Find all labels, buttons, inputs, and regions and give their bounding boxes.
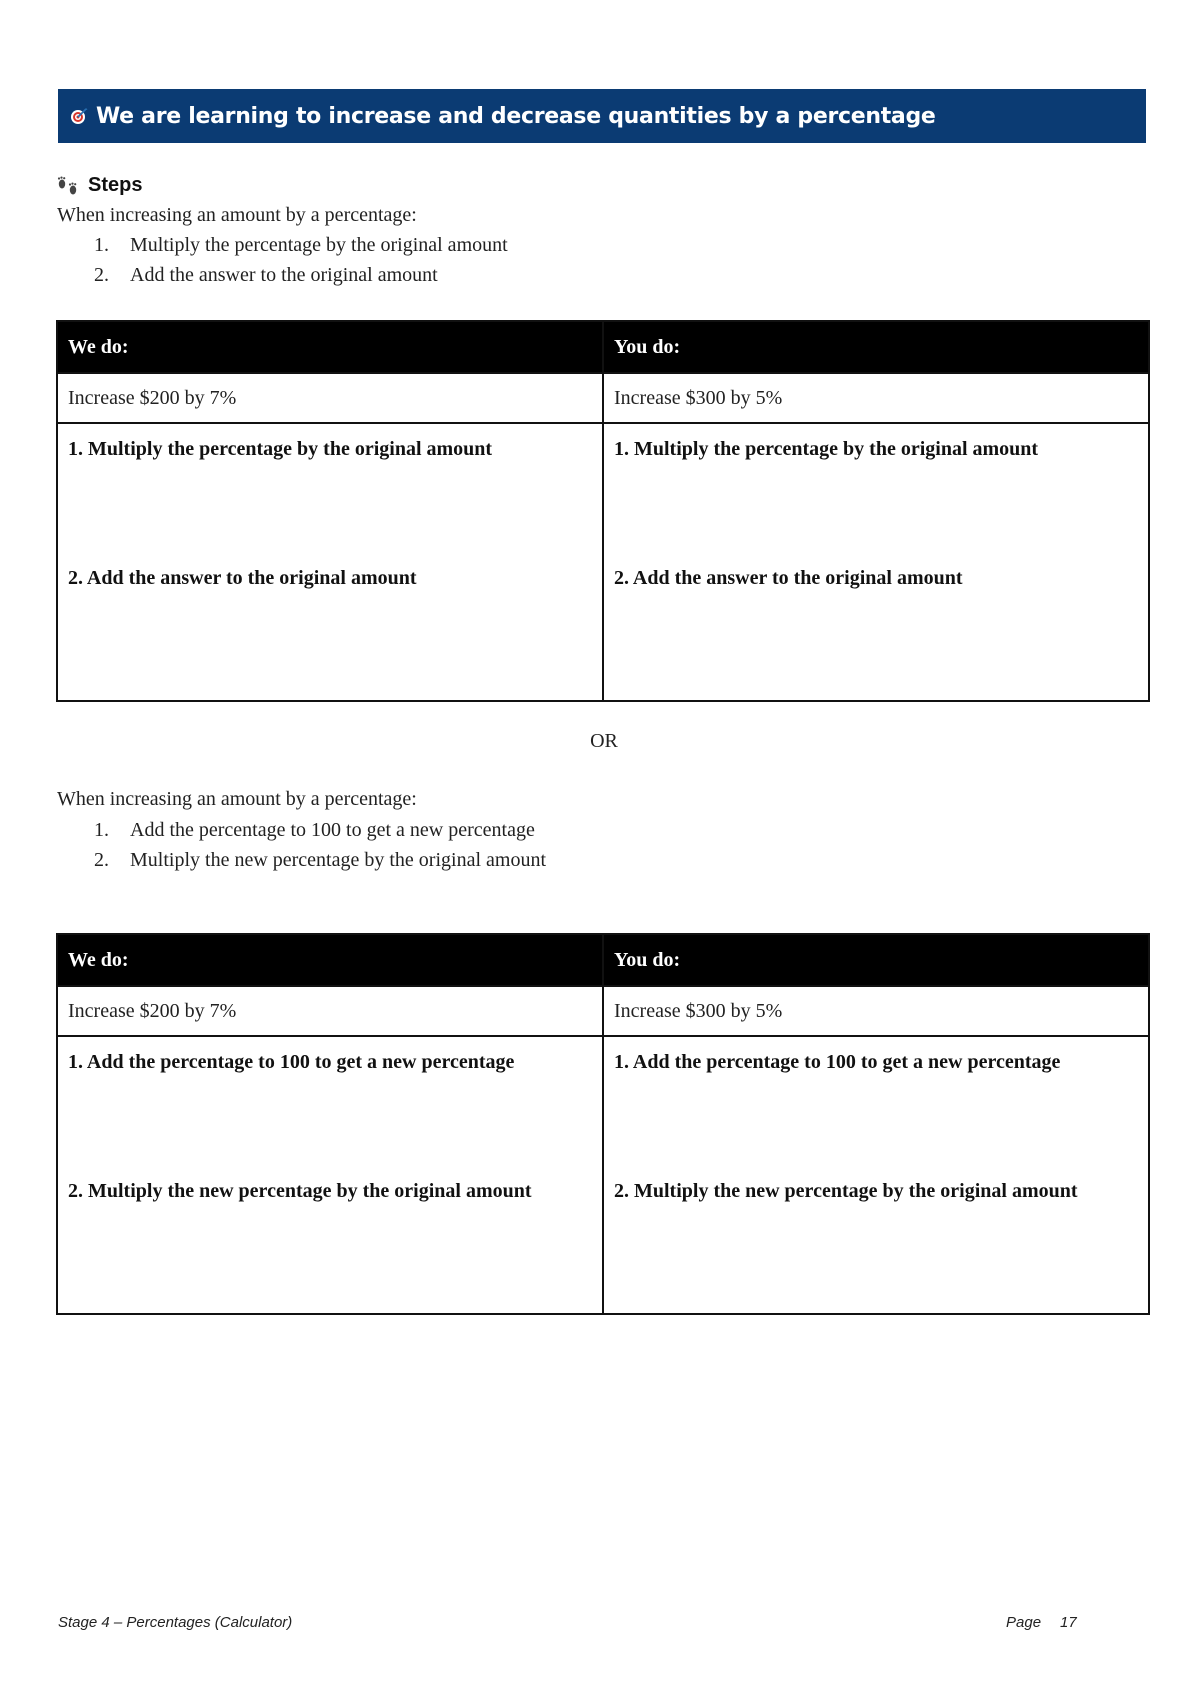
step-1-label: 1. Add the percentage to 100 to get a new percentage — [614, 1051, 1061, 1073]
footer-page-label: Page — [1006, 1614, 1042, 1631]
step-2-label: 2. Multiply the new percentage by the original amount — [614, 1180, 1078, 1202]
you-do-problem: Increase $300 by 5% — [603, 986, 1149, 1036]
we-do-header: We do: — [57, 934, 603, 986]
worksheet-table-1 — [56, 320, 1150, 702]
we-do-problem: Increase $200 by 7% — [57, 986, 603, 1036]
we-do-work-area[interactable] — [57, 1036, 603, 1314]
we-do-work-area[interactable] — [57, 423, 603, 701]
list-item: 2. Add the answer to the original amount — [94, 264, 438, 286]
title-banner — [58, 89, 1146, 143]
method2-intro: When increasing an amount by a percentage: — [57, 788, 417, 810]
you-do-work-area[interactable] — [603, 423, 1149, 701]
footer-course: Stage 4 – Percentages (Calculator) — [58, 1614, 293, 1631]
footprints-icon — [56, 176, 82, 196]
you-do-header: You do: — [603, 321, 1149, 373]
page-title: We are learning to increase and decrease quantities by a percentage — [96, 103, 936, 129]
target-icon — [70, 107, 88, 125]
method2-steps — [57, 815, 546, 875]
we-do-problem: Increase $200 by 7% — [57, 373, 603, 423]
step-1-label: 1. Multiply the percentage by the original amount — [68, 438, 493, 460]
list-item: 1. Add the percentage to 100 to get a new percentage — [94, 819, 535, 841]
or-divider: OR — [590, 730, 618, 752]
steps-heading — [56, 174, 142, 197]
we-do-header: We do: — [57, 321, 603, 373]
footer-page-number: 17 — [1060, 1614, 1077, 1631]
steps-label: Steps — [88, 174, 143, 196]
step-2-label: 2. Add the answer to the original amount — [614, 567, 963, 589]
step-2-label: 2. Add the answer to the original amount — [68, 567, 417, 589]
method1-intro: When increasing an amount by a percentage: — [57, 204, 417, 226]
step-1-label: 1. Multiply the percentage by the original amount — [614, 438, 1039, 460]
you-do-header: You do: — [603, 934, 1149, 986]
worksheet-table-2 — [56, 933, 1150, 1315]
step-2-label: 2. Multiply the new percentage by the original amount — [68, 1180, 532, 1202]
you-do-problem: Increase $300 by 5% — [603, 373, 1149, 423]
list-item: 2. Multiply the new percentage by the original amount — [94, 849, 546, 871]
you-do-work-area[interactable] — [603, 1036, 1149, 1314]
list-item: 1. Multiply the percentage by the original amount — [94, 234, 508, 256]
method1-steps — [57, 230, 508, 290]
step-1-label: 1. Add the percentage to 100 to get a new percentage — [68, 1051, 515, 1073]
